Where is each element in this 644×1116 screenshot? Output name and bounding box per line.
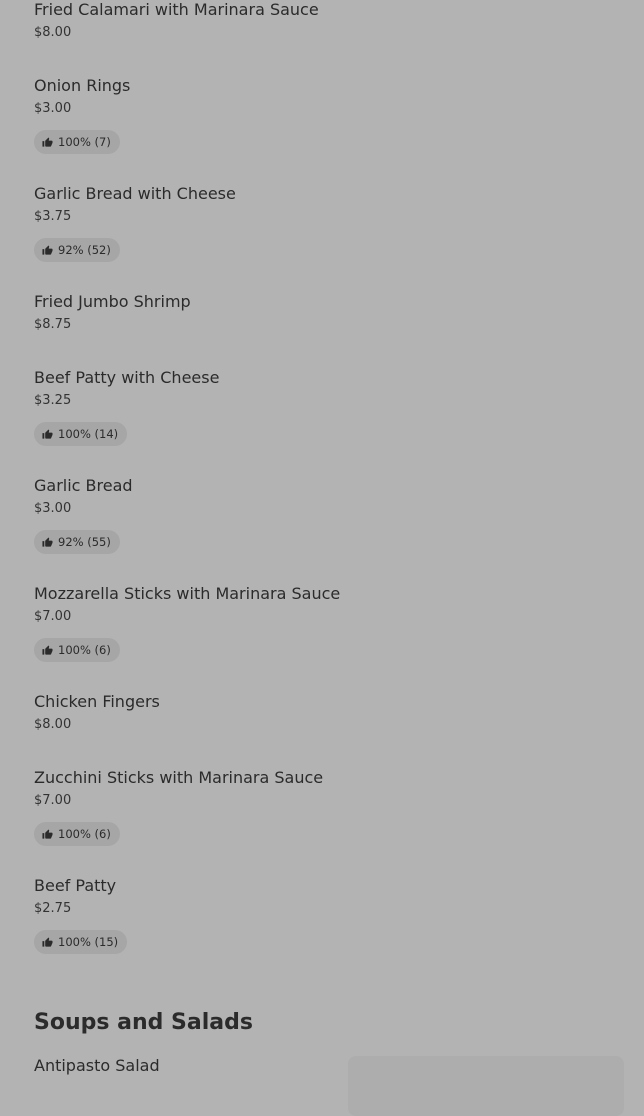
thumbs-up-icon <box>42 429 53 440</box>
menu-item-name: Onion Rings <box>34 76 131 95</box>
menu-item-price: $7.00 <box>34 609 72 624</box>
menu-item-name: Fried Calamari with Marinara Sauce <box>34 0 319 19</box>
menu-item-name: Fried Jumbo Shrimp <box>34 292 191 311</box>
menu-item[interactable] <box>34 368 634 448</box>
menu-item-name: Zucchini Sticks with Marinara Sauce <box>34 768 324 787</box>
rating-badge <box>34 638 120 662</box>
rating-text: 100% (15) <box>58 935 119 949</box>
menu-item[interactable] <box>34 768 634 848</box>
thumbs-up-icon <box>42 537 53 548</box>
rating-text: 100% (14) <box>58 427 119 441</box>
rating-text: 100% (7) <box>58 135 111 149</box>
rating-badge <box>34 422 127 446</box>
menu-item-price: $8.00 <box>34 717 72 732</box>
rating-text: 92% (55) <box>58 535 111 549</box>
menu-item-price: $8.00 <box>34 25 72 40</box>
rating-text: 100% (6) <box>58 827 111 841</box>
thumbs-up-icon <box>42 137 53 148</box>
menu-item-name: Garlic Bread with Cheese <box>34 184 236 203</box>
menu-item-name[interactable]: Antipasto Salad <box>34 1056 160 1075</box>
menu-item[interactable] <box>34 0 634 60</box>
menu-item[interactable] <box>34 692 634 752</box>
menu-item-image[interactable] <box>348 1056 624 1116</box>
menu-item[interactable] <box>34 184 634 264</box>
rating-badge <box>34 130 120 154</box>
menu-item-price: $3.25 <box>34 393 72 408</box>
rating-badge <box>34 930 127 954</box>
menu-item-name: Beef Patty <box>34 876 117 895</box>
menu-item[interactable] <box>34 292 634 352</box>
menu-item-name: Mozzarella Sticks with Marinara Sauce <box>34 584 341 603</box>
rating-text: 100% (6) <box>58 643 111 657</box>
rating-text: 92% (52) <box>58 243 111 257</box>
rating-badge <box>34 238 120 262</box>
menu-item-name: Beef Patty with Cheese <box>34 368 220 387</box>
menu-item[interactable] <box>34 876 634 956</box>
menu-item[interactable] <box>34 76 634 156</box>
rating-badge <box>34 530 120 554</box>
thumbs-up-icon <box>42 937 53 948</box>
menu-item-name: Garlic Bread <box>34 476 133 495</box>
menu-item-price: $3.00 <box>34 101 72 116</box>
thumbs-up-icon <box>42 245 53 256</box>
menu-item-price: $2.75 <box>34 901 72 916</box>
menu-item-name: Chicken Fingers <box>34 692 160 711</box>
section-title-soups-and-salads: Soups and Salads <box>34 1010 253 1035</box>
thumbs-up-icon <box>42 829 53 840</box>
menu-item[interactable] <box>34 476 634 556</box>
rating-badge <box>34 822 120 846</box>
menu-item-price: $3.75 <box>34 209 72 224</box>
menu-item-price: $3.00 <box>34 501 72 516</box>
menu-item-price: $7.00 <box>34 793 72 808</box>
menu-item[interactable] <box>34 584 634 664</box>
thumbs-up-icon <box>42 645 53 656</box>
menu-item-price: $8.75 <box>34 317 72 332</box>
